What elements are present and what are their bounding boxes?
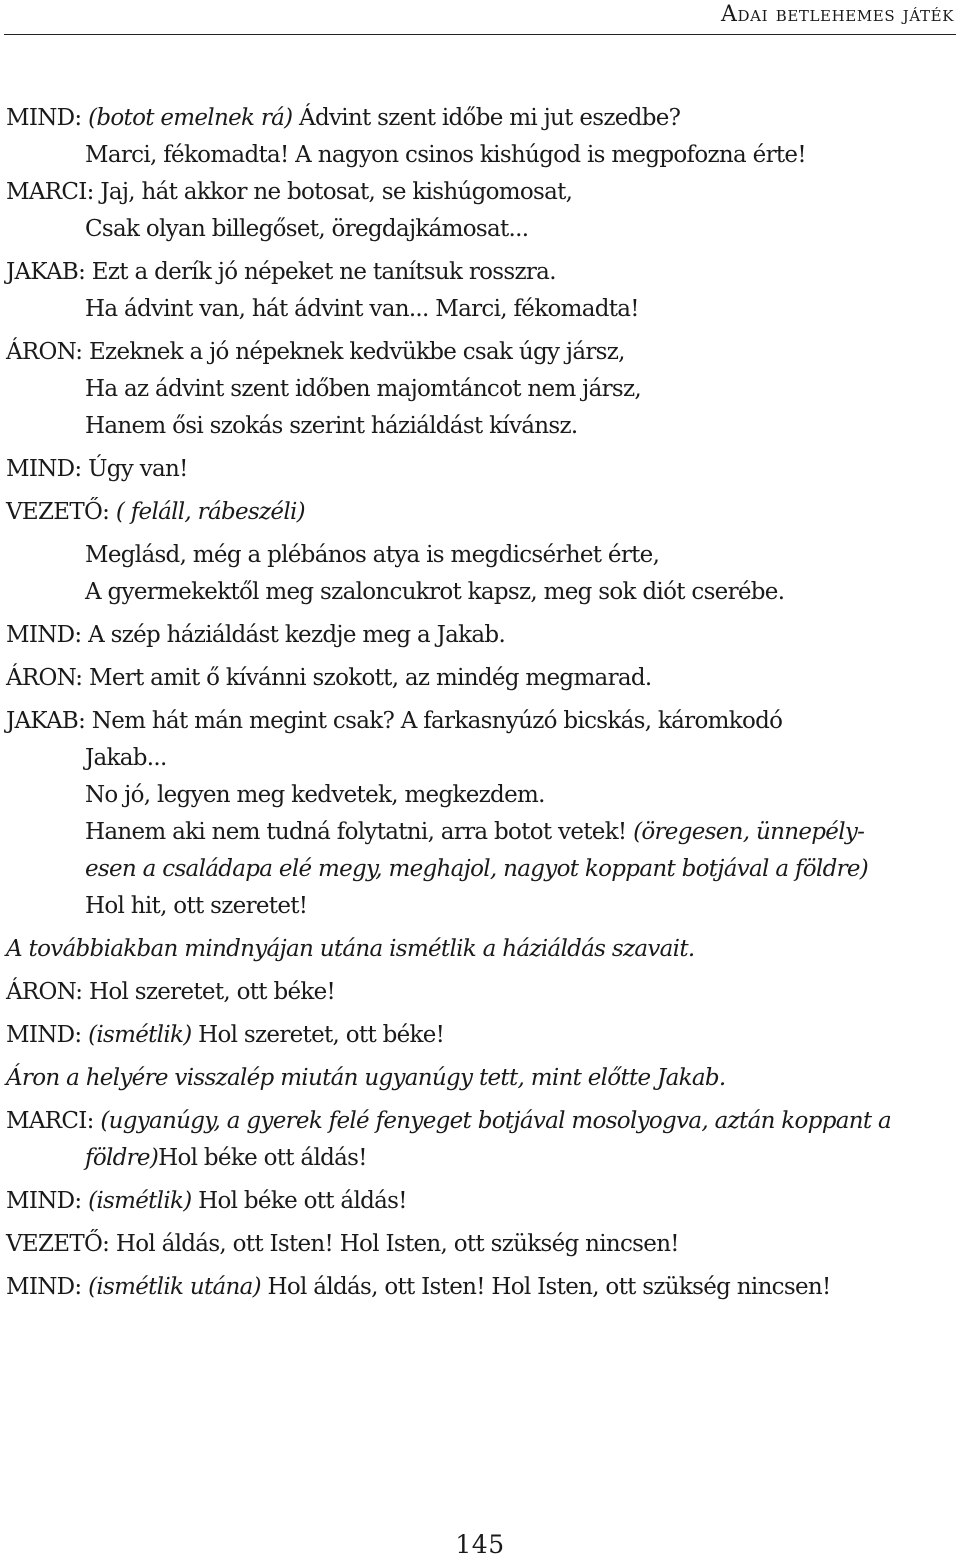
- speech-mind-5: [6, 1183, 954, 1220]
- speech-marci-2: [6, 1103, 954, 1177]
- speech-marci-1: [6, 174, 954, 248]
- dialogue-line: Ha az ádvint szent időben majomtáncot nem jársz,: [85, 376, 642, 402]
- dialogue-line: [6, 814, 954, 851]
- running-header-title: Adai betlehemes játék: [721, 2, 954, 27]
- dialogue-text: A szép háziáldást kezdje meg a Jakab.: [88, 622, 506, 648]
- dialogue-text: Hol szeretet, ott béke!: [198, 1022, 445, 1048]
- speaker-label: MIND:: [6, 622, 82, 648]
- speech-line: [6, 660, 954, 697]
- dialogue-text: Ezeknek a jó népeknek kedvükbe csak úgy jársz,: [88, 339, 625, 365]
- speech-line: [6, 334, 954, 371]
- dialogue-text: Hol áldás, ott Isten! Hol Isten, ott szükség nincsen!: [267, 1274, 831, 1300]
- speaker-label: MIND:: [6, 456, 82, 482]
- speech-mind-4: [6, 1017, 954, 1054]
- script-text: [6, 100, 954, 1306]
- stage-direction: földre): [85, 1145, 159, 1171]
- speech-line: [6, 451, 954, 488]
- speech-mind-2: [6, 451, 954, 488]
- speech-mind-3: [6, 617, 954, 654]
- dialogue-line: Csak olyan billegőset, öregdajkámosat...: [85, 216, 529, 242]
- page-footer: [0, 1530, 960, 1560]
- speech-line: [6, 174, 954, 211]
- dialogue-line: Marci, fékomadta! A nagyon csinos kishúgod is megpofozna érte!: [85, 142, 806, 168]
- stage-direction: (öregesen, ünnepély-: [633, 819, 865, 845]
- speech-mind-6: [6, 1269, 954, 1306]
- speech-mind-1: [6, 100, 954, 174]
- speech-line: [6, 1226, 954, 1263]
- dialogue-text: Hol béke ott áldás!: [198, 1188, 407, 1214]
- speaker-label: MIND:: [6, 1188, 82, 1214]
- stage-note: A továbbiakban mindnyájan utána ismétlik a háziáldás szavait.: [6, 936, 695, 962]
- speech-line: [6, 1017, 954, 1054]
- speech-aron-1: [6, 334, 954, 445]
- speaker-label: VEZETŐ:: [6, 1231, 110, 1257]
- dialogue-text: Ádvint szent időbe mi jut eszedbe?: [299, 105, 681, 131]
- speaker-label: MARCI:: [6, 179, 94, 205]
- speaker-label: VEZETŐ:: [6, 499, 110, 525]
- speaker-label: MARCI:: [6, 1108, 94, 1134]
- stage-note-1: [6, 931, 954, 968]
- speech-vezeto-1: [6, 494, 954, 611]
- dialogue-line: A gyermekektől meg szaloncukrot kapsz, meg sok diót cserébe.: [85, 579, 785, 605]
- speaker-label: JAKAB:: [6, 259, 86, 285]
- speech-line: [6, 617, 954, 654]
- dialogue-text: Hol béke ott áldás!: [158, 1145, 367, 1171]
- speech-line: [6, 1269, 954, 1306]
- speaker-label: ÁRON:: [6, 979, 83, 1005]
- dialogue-text: Mert amit ő kívánni szokott, az mindég megmarad.: [88, 665, 652, 691]
- dialogue-line: Jakab...: [85, 745, 167, 771]
- speech-line: [6, 1183, 954, 1220]
- stage-note: Áron a helyére visszalép miután ugyanúgy tett, mint előtte Jakab.: [6, 1065, 726, 1091]
- speaker-label: JAKAB:: [6, 708, 86, 734]
- speech-line: [6, 703, 954, 740]
- dialogue-text: Úgy van!: [88, 456, 188, 482]
- stage-direction: ( feláll, rábeszéli): [115, 499, 305, 525]
- dialogue-text: Nem hát mán megint csak? A farkasnyúzó bicskás, káromkodó: [91, 708, 783, 734]
- speech-vezeto-2: [6, 1226, 954, 1263]
- dialogue-line: Hanem ősi szokás szerint háziáldást kívánsz.: [85, 413, 578, 439]
- dialogue-line: Hol hit, ott szeretet!: [85, 893, 308, 919]
- speech-line: [6, 494, 954, 531]
- page-number: 145: [455, 1530, 505, 1559]
- stage-note-2: [6, 1060, 954, 1097]
- stage-direction-line: esen a családapa elé megy, meghajol, nagyot koppant botjával a földre): [85, 856, 869, 882]
- stage-direction: (ismétlik): [88, 1022, 192, 1048]
- speech-line: [6, 254, 954, 291]
- dialogue-line: No jó, legyen meg kedvetek, megkezdem.: [85, 782, 545, 808]
- speech-line: [6, 974, 954, 1011]
- dialogue-text: Jaj, hát akkor ne botosat, se kishúgomosat,: [100, 179, 573, 205]
- stage-direction: (ismétlik): [88, 1188, 192, 1214]
- dialogue-line: [6, 1140, 954, 1177]
- header-rule: [4, 34, 956, 35]
- speaker-label: MIND:: [6, 1274, 82, 1300]
- speaker-label: MIND:: [6, 105, 82, 131]
- dialogue-text: Ezt a derík jó népeket ne tanítsuk rosszra.: [91, 259, 556, 285]
- stage-direction: (botot emelnek rá): [88, 105, 293, 131]
- dialogue-text: Hanem aki nem tudná folytatni, arra botot vetek!: [85, 819, 627, 845]
- speech-aron-3: [6, 974, 954, 1011]
- speech-line: [6, 1103, 954, 1140]
- speech-jakab-1: [6, 254, 954, 328]
- dialogue-text: Hol szeretet, ott béke!: [88, 979, 336, 1005]
- dialogue-line: Ha ádvint van, hát ádvint van... Marci, fékomadta!: [85, 296, 639, 322]
- running-header: [4, 2, 956, 28]
- speaker-label: ÁRON:: [6, 665, 83, 691]
- dialogue-line: Meglásd, még a plébános atya is megdicsérhet érte,: [85, 542, 660, 568]
- speech-jakab-2: [6, 703, 954, 925]
- speaker-label: ÁRON:: [6, 339, 83, 365]
- speaker-label: MIND:: [6, 1022, 82, 1048]
- stage-direction: (ugyanúgy, a gyerek felé fenyeget botjával mosolyogva, aztán koppant a: [100, 1108, 892, 1134]
- stage-direction: (ismétlik utána): [88, 1274, 261, 1300]
- dialogue-text: Hol áldás, ott Isten! Hol Isten, ott szükség nincsen!: [115, 1231, 679, 1257]
- speech-line: [6, 100, 954, 137]
- speech-aron-2: [6, 660, 954, 697]
